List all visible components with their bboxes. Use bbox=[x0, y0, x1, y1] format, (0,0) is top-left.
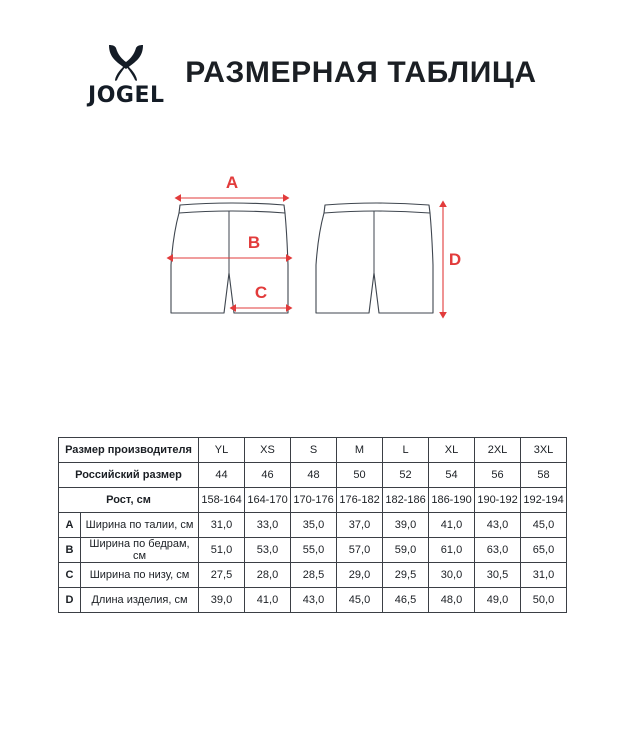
row-label-a: Ширина по талии, см bbox=[81, 513, 199, 538]
header-cell: 182-186 bbox=[383, 488, 429, 513]
header-cell: 192-194 bbox=[521, 488, 567, 513]
table-cell: 35,0 bbox=[291, 513, 337, 538]
table-cell: 53,0 bbox=[245, 538, 291, 563]
header-cell: XL bbox=[429, 438, 475, 463]
table-cell: 39,0 bbox=[383, 513, 429, 538]
header-cell: YL bbox=[199, 438, 245, 463]
header-cell: 48 bbox=[291, 463, 337, 488]
table-cell: 28,5 bbox=[291, 563, 337, 588]
header-cell: 58 bbox=[521, 463, 567, 488]
header-cell: S bbox=[291, 438, 337, 463]
header-cell: 54 bbox=[429, 463, 475, 488]
table-cell: 51,0 bbox=[199, 538, 245, 563]
row-key-d: D bbox=[59, 588, 81, 613]
header-cell: 190-192 bbox=[475, 488, 521, 513]
measure-arrow-a bbox=[181, 173, 283, 198]
header-cell: 164-170 bbox=[245, 488, 291, 513]
table-cell: 45,0 bbox=[521, 513, 567, 538]
row-key-a: A bbox=[59, 513, 81, 538]
table-cell: 61,0 bbox=[429, 538, 475, 563]
label-c: C bbox=[254, 283, 268, 302]
size-table-container bbox=[58, 437, 566, 613]
table-cell: 27,5 bbox=[199, 563, 245, 588]
table-cell: 28,0 bbox=[245, 563, 291, 588]
table-cell: 43,0 bbox=[291, 588, 337, 613]
header-cell: 186-190 bbox=[429, 488, 475, 513]
table-cell: 49,0 bbox=[475, 588, 521, 613]
label-d: D bbox=[448, 250, 462, 269]
header-cell: 52 bbox=[383, 463, 429, 488]
shorts-back-view bbox=[316, 203, 433, 313]
table-header-row-russian-size bbox=[59, 463, 567, 488]
header-label-manufacturer-size: Размер производителя bbox=[59, 438, 199, 463]
table-header-row-manufacturer-size bbox=[59, 438, 567, 463]
row-label-b: Ширина по бедрам, см bbox=[81, 538, 199, 563]
page-header bbox=[0, 38, 624, 108]
table-cell: 46,5 bbox=[383, 588, 429, 613]
header-cell: M bbox=[337, 438, 383, 463]
page-title: РАЗМЕРНАЯ ТАБЛИЦА bbox=[185, 56, 537, 89]
table-cell: 33,0 bbox=[245, 513, 291, 538]
table-header-row-height bbox=[59, 488, 567, 513]
table-cell: 31,0 bbox=[521, 563, 567, 588]
header-cell: 176-182 bbox=[337, 488, 383, 513]
measure-arrow-d bbox=[443, 207, 461, 312]
table-cell: 50,0 bbox=[521, 588, 567, 613]
table-cell: 30,5 bbox=[475, 563, 521, 588]
label-b: B bbox=[247, 233, 261, 252]
row-key-c: C bbox=[59, 563, 81, 588]
brand-wordmark: JOGEL bbox=[88, 83, 165, 108]
header-cell: 46 bbox=[245, 463, 291, 488]
row-label-c: Ширина по низу, см bbox=[81, 563, 199, 588]
table-cell: 37,0 bbox=[337, 513, 383, 538]
header-cell: XS bbox=[245, 438, 291, 463]
table-cell: 29,0 bbox=[337, 563, 383, 588]
table-row bbox=[59, 513, 567, 538]
table-row bbox=[59, 563, 567, 588]
jogel-logo bbox=[87, 42, 165, 108]
table-cell: 31,0 bbox=[199, 513, 245, 538]
table-cell: 63,0 bbox=[475, 538, 521, 563]
header-cell: 44 bbox=[199, 463, 245, 488]
header-cell: 56 bbox=[475, 463, 521, 488]
header-cell: L bbox=[383, 438, 429, 463]
row-label-d: Длина изделия, см bbox=[81, 588, 199, 613]
table-cell: 48,0 bbox=[429, 588, 475, 613]
table-cell: 39,0 bbox=[199, 588, 245, 613]
header-label-russian-size: Российский размер bbox=[59, 463, 199, 488]
header-label-height: Рост, см bbox=[59, 488, 199, 513]
size-table bbox=[58, 437, 567, 613]
measure-arrow-c bbox=[236, 283, 286, 308]
table-cell: 29,5 bbox=[383, 563, 429, 588]
table-cell: 43,0 bbox=[475, 513, 521, 538]
table-cell: 57,0 bbox=[337, 538, 383, 563]
label-a: A bbox=[225, 173, 239, 192]
table-cell: 55,0 bbox=[291, 538, 337, 563]
table-cell: 65,0 bbox=[521, 538, 567, 563]
table-cell: 45,0 bbox=[337, 588, 383, 613]
header-cell: 158-164 bbox=[199, 488, 245, 513]
table-row bbox=[59, 538, 567, 563]
table-cell: 41,0 bbox=[245, 588, 291, 613]
header-cell: 50 bbox=[337, 463, 383, 488]
header-cell: 2XL bbox=[475, 438, 521, 463]
row-key-b: B bbox=[59, 538, 81, 563]
jogel-x-mark-icon bbox=[105, 42, 147, 82]
table-cell: 41,0 bbox=[429, 513, 475, 538]
header-cell: 3XL bbox=[521, 438, 567, 463]
header-cell: 170-176 bbox=[291, 488, 337, 513]
shorts-diagram bbox=[0, 165, 624, 340]
table-row bbox=[59, 588, 567, 613]
table-cell: 59,0 bbox=[383, 538, 429, 563]
table-cell: 30,0 bbox=[429, 563, 475, 588]
